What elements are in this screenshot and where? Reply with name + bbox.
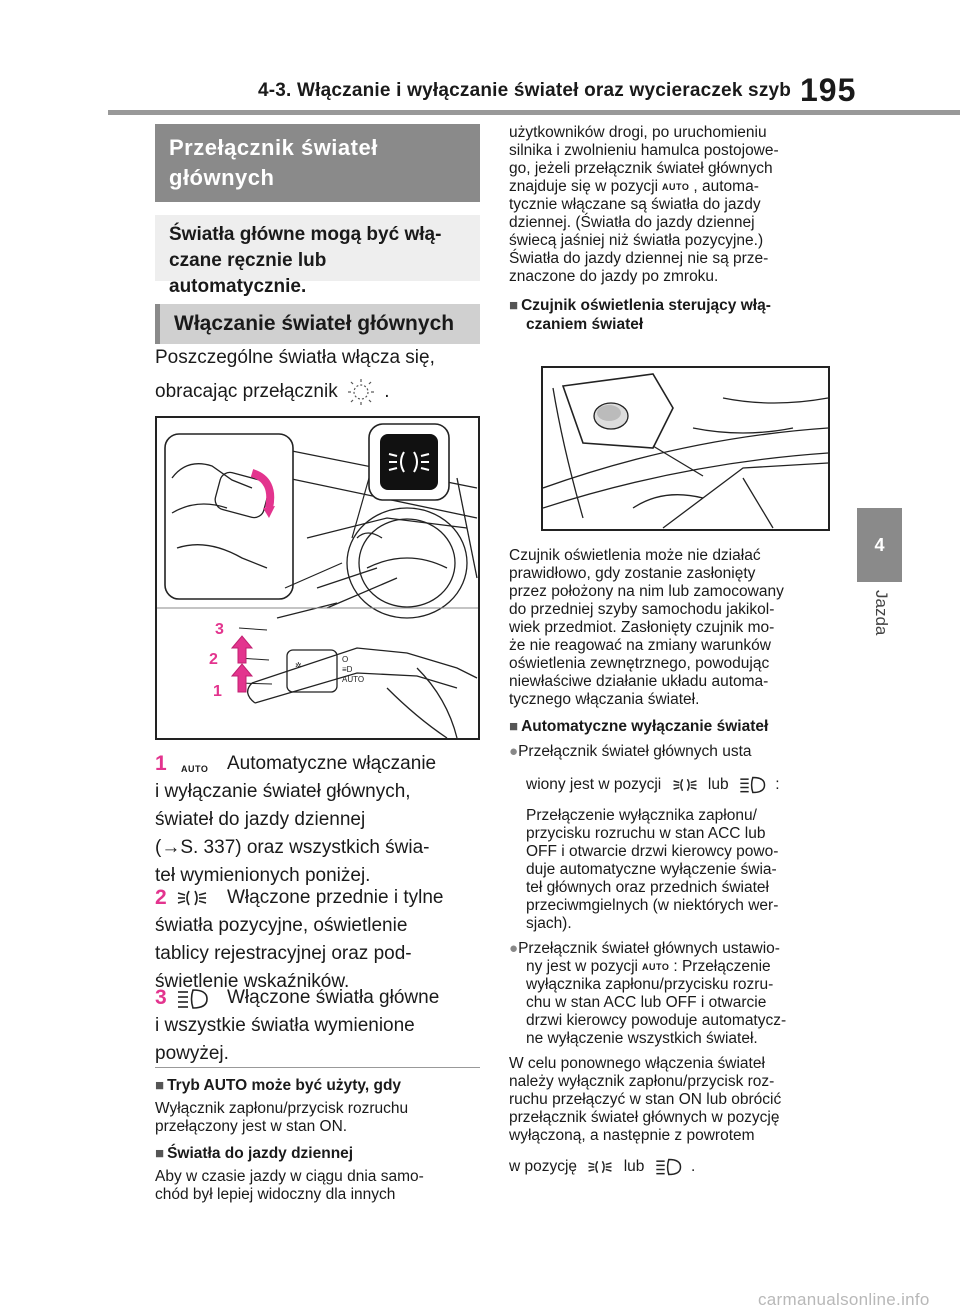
- note-heading: czaniem świateł: [526, 316, 644, 333]
- text-line: teł głównych oraz przednich świateł: [526, 879, 769, 896]
- text-line: prawidłowo, gdy zostanie zasłonięty: [509, 565, 756, 582]
- paragraph-line: obracając przełącznik .: [155, 378, 480, 406]
- text-line: OFF i otwarcie drzwi kierowcy powo-: [526, 843, 779, 860]
- text-line: wyłącznika zapłonu/przycisku rozru-: [526, 976, 774, 993]
- watermark: carmanualsonline.info: [758, 1290, 930, 1309]
- text-line: przełącznik świateł głównych w pozycję: [509, 1109, 780, 1126]
- light-switch-icon: [345, 378, 377, 406]
- auto-icon: AUTO: [641, 962, 670, 972]
- round-bullet-icon: ●: [509, 940, 519, 957]
- note-heading: ■ Tryb AUTO może być użyty, gdy: [155, 1077, 402, 1094]
- headlight-switch-figure: [155, 416, 480, 740]
- light-sensor-figure: [541, 366, 830, 531]
- auto-icon: AUTO: [181, 764, 209, 774]
- text-line: należy wyłącznik zapłonu/przycisk roz-: [509, 1073, 775, 1090]
- section-title: Przełącznik świateł głównych: [155, 124, 480, 202]
- text-line: silnika i zwolnieniu hamulca postojowe-: [509, 142, 779, 159]
- svg-text:O: O: [342, 655, 349, 664]
- svg-text:AUTO: AUTO: [342, 675, 365, 684]
- parking-light-icon: [175, 887, 209, 909]
- section-intro: Światła główne mogą być włą-czane ręcznie lub automatycznie.: [155, 215, 480, 281]
- headlight-switch-illustration: [157, 418, 478, 738]
- text-line: ne wyłączenie wszystkich świateł.: [526, 1030, 758, 1047]
- note-line: przełączony jest w stan ON.: [155, 1118, 348, 1135]
- svg-text:≡D: ≡D: [342, 665, 353, 674]
- text-line: chu w stan ACC lub OFF i otwarcie: [526, 994, 767, 1011]
- text-line: świecą jaśniej niż światła pozycyjne.): [509, 232, 764, 249]
- notes-rule: [155, 1067, 480, 1068]
- text-line: do przedniej szyby samochodu jakikol-: [509, 601, 775, 618]
- auto-icon: AUTO: [662, 182, 690, 192]
- text-line: oświetlenia zewnętrznego, powodując: [509, 655, 770, 672]
- note-heading: ■ Czujnik oświetlenia sterujący włą-: [509, 297, 771, 314]
- text-line: go, jeżeli przełącznik świateł głównych: [509, 160, 773, 177]
- square-bullet-icon: ■: [155, 1077, 165, 1094]
- list-item: 3 Włączone światła główne i wszystkie światła wymienione powyżej.: [155, 986, 440, 1064]
- round-bullet-icon: ●: [509, 743, 519, 760]
- text-line: że nie reagować na zmiany warunków: [509, 637, 771, 654]
- light-sensor-illustration: [543, 368, 828, 529]
- text-line: drzwi kierowcy powoduje automatycz-: [526, 1012, 787, 1029]
- svg-text:✲: ✲: [295, 661, 302, 670]
- text-line: Czujnik oświetlenia może nie działać: [509, 547, 761, 564]
- parking-light-icon: [585, 1158, 615, 1176]
- text-line: Przełączenie wyłącznika zapłonu/: [526, 807, 757, 824]
- headlight-icon: [737, 775, 767, 795]
- parking-light-icon: [670, 776, 700, 794]
- lever-position-label: 1: [213, 683, 222, 700]
- text-line: znaczone do jazdy po zmroku.: [509, 268, 719, 285]
- text-line: znajduje się w pozycji AUTO , automa-: [509, 178, 759, 196]
- square-bullet-icon: ■: [509, 297, 519, 314]
- note-line: Wyłącznik zapłonu/przycisk rozruchu: [155, 1100, 409, 1117]
- square-bullet-icon: ■: [155, 1145, 165, 1162]
- text-line: Światła do jazdy dziennej nie są prze-: [509, 250, 769, 267]
- text-line: wyłączoną, a następnie z powrotem: [509, 1127, 755, 1144]
- text-line: w pozycję lub .: [509, 1158, 696, 1176]
- header-rule: [108, 110, 960, 115]
- page-header-title: 4-3. Włączanie i wyłączanie świateł oraz wycieraczek szyb: [258, 80, 792, 101]
- lever-position-label: 3: [215, 621, 224, 638]
- subsection-title: Włączanie świateł głównych: [155, 304, 480, 344]
- page-number: 195: [800, 72, 857, 108]
- headlight-icon: [175, 987, 209, 1011]
- square-bullet-icon: ■: [509, 718, 519, 735]
- paragraph-line: Poszczególne światła włącza się,: [155, 347, 435, 368]
- text-line: dziennej. (Światła do jazdy dziennej: [509, 214, 755, 231]
- chapter-label: Jazda: [872, 590, 891, 636]
- text-line: przez położony na nim lub zamocowany: [509, 583, 784, 600]
- text-line: tycznie włączane są światła do jazdy: [509, 196, 761, 213]
- headlight-icon: [653, 1157, 683, 1177]
- text-line: sjach).: [526, 915, 572, 932]
- text-line: wiek przedmiot. Zasłonięty czujnik mo-: [509, 619, 775, 636]
- note-heading: ■ Światła do jazdy dziennej: [155, 1145, 354, 1162]
- list-item: 1 AUTO Automatyczne włączanie i wyłączanie świateł głównych, świateł do jazdy dziennej (→S. 337) oraz wszystkich świa- teł wymienionych poniżej.: [155, 752, 437, 886]
- text-line: ruchu przełączyć w stan ON lub obrócić: [509, 1091, 782, 1108]
- text-line: ny jest w pozycji AUTO : Przełączenie: [526, 958, 771, 976]
- text-line: ●Przełącznik świateł głównych usta: [509, 743, 752, 760]
- lever-position-label: 2: [209, 651, 218, 668]
- list-item: 2 Włączone przednie i tylne światła pozycyjne, oświetlenie tablicy rejestracyjnej oraz pod- świetlenie wskaźników.: [155, 886, 444, 992]
- note-line: Aby w czasie jazdy w ciągu dnia samo-: [155, 1168, 424, 1185]
- text-line: tycznego włączania świateł.: [509, 691, 700, 708]
- note-heading: ■ Automatyczne wyłączanie świateł: [509, 718, 769, 735]
- text-line: przycisku rozruchu w stan ACC lub: [526, 825, 766, 842]
- text-line: użytkowników drogi, po uruchomieniu: [509, 124, 767, 141]
- text-line: przeciwmgielnych (w niektórych wer-: [526, 897, 779, 914]
- chapter-tab: 4: [857, 508, 902, 582]
- text-line: wiony jest w pozycji lub :: [526, 776, 780, 794]
- text-line: duje automatyczne wyłączenie świa-: [526, 861, 777, 878]
- text-line: niewłaściwe działanie układu automa-: [509, 673, 769, 690]
- text-line: ●Przełącznik świateł głównych ustawio-: [509, 940, 780, 957]
- note-line: chód był lepiej widoczny dla innych: [155, 1186, 396, 1203]
- text-line: W celu ponownego włączenia świateł: [509, 1055, 765, 1072]
